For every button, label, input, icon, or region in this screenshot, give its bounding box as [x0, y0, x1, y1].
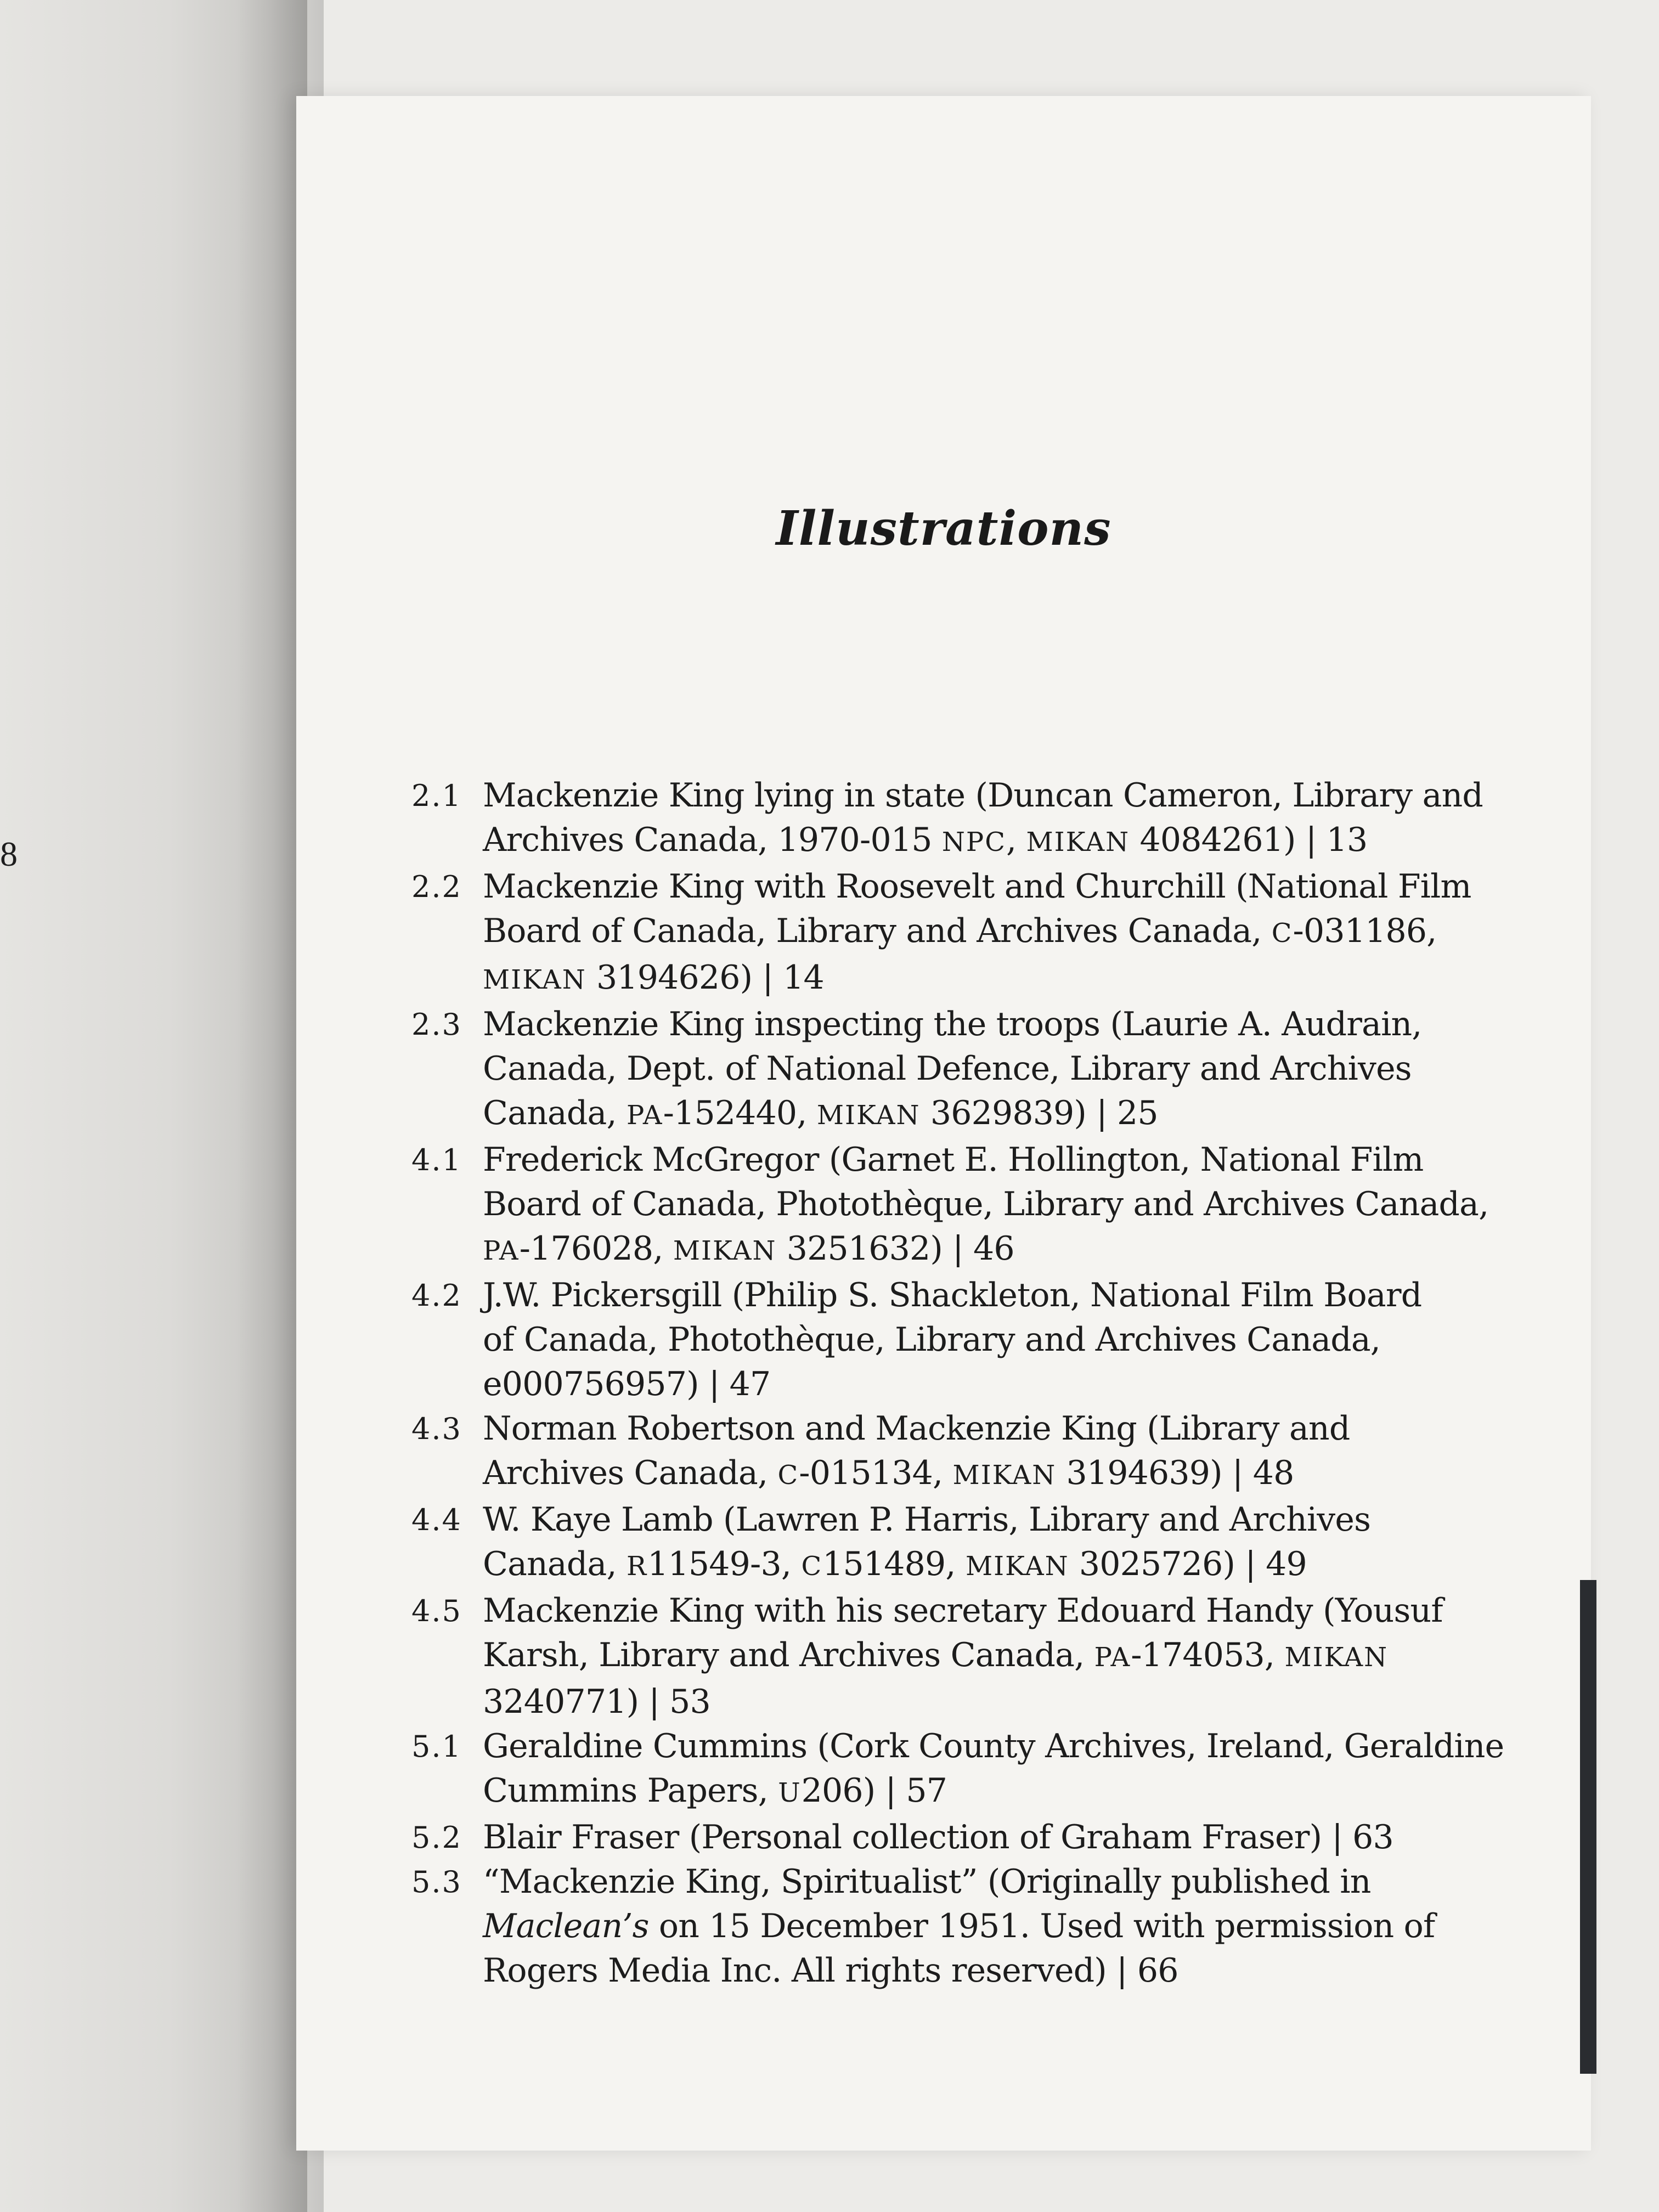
caption-line — [483, 909, 1498, 956]
entry-number: 5.1 — [411, 1729, 462, 1764]
caption-line — [483, 774, 1498, 818]
caption-text: 3240771) | 53 — [483, 1683, 710, 1721]
entry-number: 5.3 — [411, 1865, 462, 1899]
entry-number: 2.1 — [411, 778, 462, 813]
left-page-number: 8 — [0, 834, 18, 873]
illustration-entry — [411, 1589, 1498, 1724]
caption-text: Canada, — [483, 1545, 627, 1583]
entry-caption — [483, 1273, 1498, 1407]
caption-line — [483, 1498, 1498, 1542]
entry-caption — [483, 1407, 1498, 1498]
caption-text: , — [1006, 821, 1026, 859]
caption-line — [483, 865, 1498, 909]
entry-caption — [483, 1815, 1498, 1860]
caption-text: W. Kaye Lamb (Lawren P. Harris, Library and Archives — [483, 1500, 1371, 1539]
caption-text: Blair Fraser (Personal collection of Graham Fraser) | 63 — [483, 1818, 1393, 1857]
caption-line — [483, 1680, 1498, 1724]
caption-text: Canada, Dept. of National Defence, Library and Archives — [483, 1049, 1412, 1088]
illustrations-list — [411, 774, 1504, 1993]
caption-line — [483, 1769, 1504, 1815]
small-caps-text: MIKAN — [673, 1235, 777, 1266]
caption-line — [483, 1182, 1498, 1227]
illustration-entry — [411, 1860, 1498, 1993]
caption-line — [483, 956, 1498, 1002]
caption-text: 3629839) | 25 — [920, 1094, 1158, 1132]
caption-line — [483, 1318, 1498, 1362]
illustration-entry — [411, 1407, 1498, 1498]
caption-line — [483, 1904, 1498, 1949]
small-caps-text: MIKAN — [483, 964, 586, 995]
small-caps-text: C — [801, 1551, 823, 1582]
caption-line — [483, 1362, 1498, 1407]
caption-text: 3025726) | 49 — [1069, 1545, 1307, 1583]
caption-text: 3194639) | 48 — [1056, 1454, 1294, 1492]
caption-line — [483, 1451, 1498, 1498]
small-caps-text: C — [777, 1460, 799, 1491]
entry-caption — [483, 1724, 1504, 1815]
caption-text: Geraldine Cummins (Cork County Archives, Ireland, Geraldine — [483, 1727, 1504, 1765]
caption-text: Archives Canada, 1970-015 — [483, 821, 942, 859]
entry-number: 4.2 — [411, 1278, 462, 1313]
caption-text: Frederick McGregor (Garnet E. Hollington, National Film — [483, 1141, 1424, 1179]
small-caps-text: PA — [627, 1100, 663, 1131]
caption-text: -152440, — [663, 1094, 817, 1132]
caption-text: Mackenzie King inspecting the troops (Laurie A. Audrain, — [483, 1005, 1422, 1043]
caption-text: of Canada, Photothèque, Library and Archives Canada, — [483, 1321, 1381, 1359]
small-caps-text: R — [627, 1551, 648, 1582]
small-caps-text: MIKAN — [952, 1460, 1057, 1491]
small-caps-text: NPC — [941, 827, 1006, 857]
entry-number: 4.4 — [411, 1503, 462, 1537]
small-caps-text: PA — [1094, 1642, 1131, 1673]
caption-line — [483, 1633, 1498, 1680]
caption-line — [483, 1724, 1504, 1769]
caption-text: 4084261) | 13 — [1130, 821, 1368, 859]
small-caps-text: MIKAN — [965, 1551, 1069, 1582]
page-title: Illustrations — [776, 500, 1111, 556]
caption-text: Archives Canada, — [483, 1454, 778, 1492]
entry-caption — [483, 1498, 1498, 1589]
illustration-entry — [411, 1724, 1504, 1815]
caption-text: 3194626) | 14 — [586, 958, 824, 997]
caption-line — [483, 1273, 1498, 1318]
caption-text: e000756957) | 47 — [483, 1365, 771, 1403]
entry-number: 4.5 — [411, 1594, 462, 1628]
small-caps-text: C — [1271, 918, 1293, 949]
entry-caption — [483, 1002, 1498, 1138]
caption-text: 3251632) | 46 — [776, 1229, 1014, 1268]
caption-line — [483, 1227, 1498, 1273]
caption-text: Cummins Papers, — [483, 1771, 778, 1810]
caption-text: -015134, — [799, 1454, 953, 1492]
entry-caption — [483, 865, 1498, 1002]
entry-caption — [483, 1589, 1498, 1724]
small-caps-text: MIKAN — [816, 1100, 921, 1131]
caption-text: 151489, — [822, 1545, 966, 1583]
caption-line — [483, 1860, 1498, 1904]
caption-text: -174053, — [1131, 1636, 1285, 1674]
entry-caption — [483, 1138, 1498, 1273]
small-caps-text: MIKAN — [1026, 827, 1130, 857]
caption-text: Canada, — [483, 1094, 627, 1132]
caption-line — [483, 1138, 1498, 1182]
caption-text: Karsh, Library and Archives Canada, — [483, 1636, 1094, 1674]
caption-line — [483, 1407, 1498, 1451]
entry-number: 4.1 — [411, 1143, 462, 1177]
illustration-entry — [411, 774, 1498, 865]
italic-text: Maclean’s — [483, 1907, 649, 1945]
caption-line — [483, 1949, 1498, 1993]
caption-text: Mackenzie King with his secretary Edouard Handy (Yousuf — [483, 1592, 1443, 1630]
entry-number: 2.2 — [411, 870, 462, 904]
caption-text: “Mackenzie King, Spiritualist” (Originally published in — [483, 1863, 1371, 1901]
caption-text: Norman Robertson and Mackenzie King (Library and — [483, 1409, 1350, 1448]
illustration-entry — [411, 1002, 1498, 1138]
caption-text: Rogers Media Inc. All rights reserved) | 66 — [483, 1951, 1178, 1990]
entry-caption — [483, 1860, 1498, 1993]
caption-text: -176028, — [519, 1229, 673, 1268]
illustration-entry — [411, 1498, 1498, 1589]
illustration-entry — [411, 865, 1498, 1002]
caption-text: Mackenzie King with Roosevelt and Churchill (National Film — [483, 867, 1471, 906]
caption-text: 206) | 57 — [801, 1771, 947, 1810]
illustration-entry — [411, 1273, 1498, 1407]
illustration-entry — [411, 1815, 1498, 1860]
small-caps-text: U — [778, 1778, 802, 1808]
caption-line — [483, 1815, 1498, 1860]
book-cover-edge — [1580, 1580, 1596, 2074]
right-page — [296, 96, 1591, 2151]
entry-number: 2.3 — [411, 1007, 462, 1042]
small-caps-text: PA — [483, 1235, 520, 1266]
caption-line — [483, 1002, 1498, 1047]
caption-text: 11549-3, — [647, 1545, 802, 1583]
caption-text: Board of Canada, Library and Archives Canada, — [483, 912, 1272, 950]
entry-caption — [483, 774, 1498, 865]
caption-line — [483, 1589, 1498, 1633]
caption-text: Mackenzie King lying in state (Duncan Cameron, Library and — [483, 776, 1483, 815]
caption-text: on 15 December 1951. Used with permission of — [648, 1907, 1435, 1945]
caption-line — [483, 1542, 1498, 1589]
caption-text: Board of Canada, Photothèque, Library and Archives Canada, — [483, 1185, 1489, 1223]
entry-number: 4.3 — [411, 1412, 462, 1446]
entry-number: 5.2 — [411, 1820, 462, 1855]
caption-text: J.W. Pickersgill (Philip S. Shackleton, National Film Board — [483, 1276, 1422, 1314]
caption-line — [483, 818, 1498, 865]
caption-line — [483, 1091, 1498, 1138]
caption-text: -031186, — [1293, 912, 1437, 950]
illustration-entry — [411, 1138, 1498, 1273]
small-caps-text: MIKAN — [1284, 1642, 1389, 1673]
caption-line — [483, 1047, 1498, 1091]
